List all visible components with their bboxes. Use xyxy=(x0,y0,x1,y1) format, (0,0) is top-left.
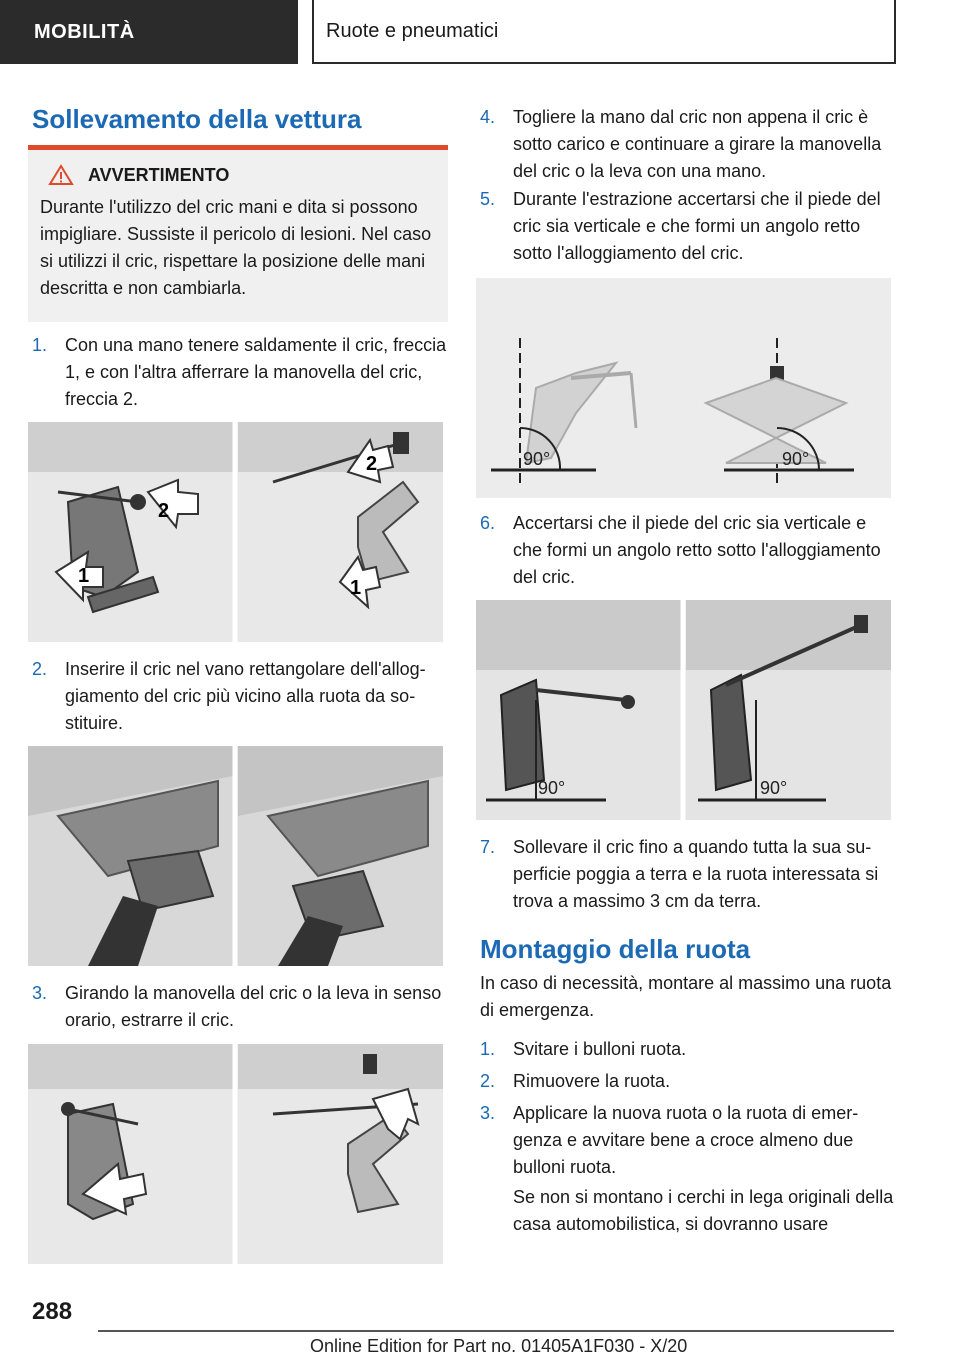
step-number: 4. xyxy=(480,107,496,127)
section-title-lifting: Sollevamento della vettura xyxy=(32,104,362,134)
step-number: 1. xyxy=(480,1039,496,1059)
step-text: Girando la manovella del cric o la leva in senso orario, estrarre il cric. xyxy=(65,983,442,1030)
section-tab: MOBILITÀ xyxy=(0,0,298,64)
angle-label-photo-left: 90° xyxy=(538,778,566,798)
note-text: Se non si montano i cerchi in lega originali della casa automobilistica, si dovranno usare xyxy=(513,1187,894,1234)
arrow-label-1: 1 xyxy=(78,565,90,587)
step-number: 5. xyxy=(480,189,496,209)
figure-jack-grip xyxy=(28,422,443,642)
section-title-wheel-mounting: Montaggio della ruota xyxy=(480,934,751,964)
arrow-label-2b: 2 xyxy=(366,453,378,475)
warning-header xyxy=(40,164,436,186)
angle-label-photo-right: 90° xyxy=(760,778,788,798)
step-2 xyxy=(32,656,448,737)
step-number: 2. xyxy=(480,1071,496,1091)
step-text: Applicare la nuova ruota o la ruota di emergenza e avvitare bene a croce almeno due bulloni ruota. xyxy=(513,1103,859,1177)
mount-step-1 xyxy=(480,1036,896,1063)
warning-text: Durante l'utilizzo del cric mani e dita si possono impigliare. Sussiste il pericolo di lesioni. Nel caso si utilizzi il cric, rispettare la posizione delle mani descritta e non cambiarla. xyxy=(40,197,432,298)
page-header xyxy=(0,0,960,64)
warning-box xyxy=(28,150,448,322)
angle-label-left: 90° xyxy=(523,449,551,469)
page-number: 288 xyxy=(32,1298,73,1325)
step-text: Rimuovere la ruota. xyxy=(513,1071,671,1091)
step-text: Svitare i bulloni ruota. xyxy=(513,1039,687,1059)
step-5 xyxy=(480,186,896,267)
figure-jack-angle-diagram xyxy=(476,278,891,498)
figure-jack-socket xyxy=(28,746,443,966)
step-text: Con una mano tenere saldamente il cric, freccia 1, e con l'altra afferrare la manovella del cric, freccia 2. xyxy=(65,335,447,409)
section-intro: In caso di necessità, montare al massimo una ruota di emergenza. xyxy=(480,973,892,1020)
step-1 xyxy=(32,332,448,413)
step-7 xyxy=(480,834,896,915)
mount-step-2 xyxy=(480,1068,896,1095)
arrow-label-1b: 1 xyxy=(350,577,362,599)
chapter-title: Ruote e pneumatici xyxy=(312,0,896,64)
arrow-label-2: 2 xyxy=(158,500,170,522)
step-number: 2. xyxy=(32,659,48,679)
footer-rule xyxy=(98,1330,894,1332)
step-number: 3. xyxy=(480,1103,496,1123)
step-number: 3. xyxy=(32,983,48,1003)
step-number: 6. xyxy=(480,513,496,533)
step-text: Sollevare il cric fino a quando tutta la sua superficie poggia a terra e la ruota interessata si trova a massimo 3 cm da terra. xyxy=(513,837,879,911)
angle-label-right: 90° xyxy=(782,449,810,469)
warning-title: AVVERTIMENTO xyxy=(88,164,230,185)
step-4 xyxy=(480,104,896,185)
step-text: Durante l'estrazione accertarsi che il piede del cric sia verticale e che formi un angolo retto sotto l'alloggiamento del cric. xyxy=(513,189,881,263)
step-text: Togliere la mano dal cric non appena il cric è sotto carico e continuare a girare la manovella del cric o la leva con una mano. xyxy=(513,107,882,181)
step-text: Inserire il cric nel vano rettangolare dell'alloggiamento del cric più vicino alla ruota da sostituire. xyxy=(65,659,426,733)
figure-jack-angle-photo xyxy=(476,600,891,820)
warning-triangle-icon xyxy=(48,164,74,186)
edition-text: Online Edition for Part no. 01405A1F030 - X/20 xyxy=(310,1336,688,1356)
step-6 xyxy=(480,510,896,591)
mount-step-3 xyxy=(480,1100,896,1181)
step-number: 1. xyxy=(32,335,48,355)
figure-jack-crank xyxy=(28,1044,443,1264)
step-3 xyxy=(32,980,448,1034)
step-number: 7. xyxy=(480,837,496,857)
step-text: Accertarsi che il piede del cric sia verticale e che formi un angolo retto sotto l'alloggiamento del cric. xyxy=(513,513,881,587)
